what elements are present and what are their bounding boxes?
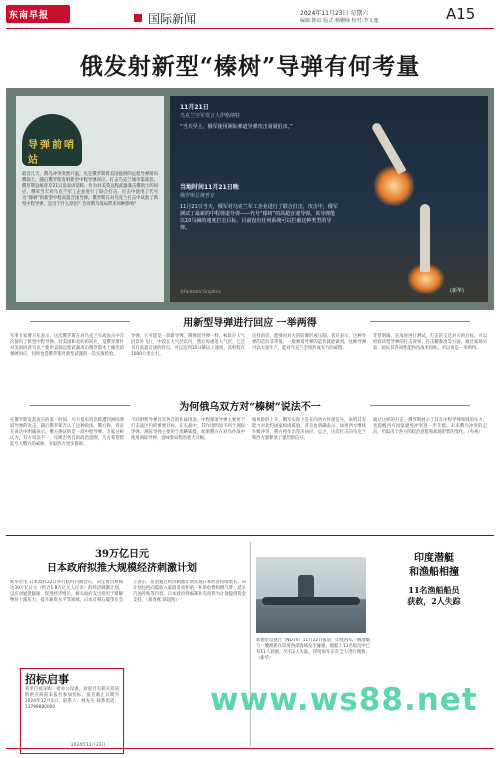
japan-headline-1: 39万亿日元 [95, 549, 149, 560]
main-headline: 俄发射新型“榛树”导弹有何考量 [79, 53, 421, 80]
watermark: www.ws88.net [210, 682, 478, 718]
caption-2-sub: 俄罗斯总统普京 [180, 193, 216, 199]
section1-col-3: 这样的话，能够对对方的防御形成压制。普京表示，这种导弹的造价非常低，一般弹道导弹的造价就能做到，这种导弹可以大量生产，能对乌克兰全境形成有力的威慑。 [252, 334, 366, 352]
caption-1-head: 11月21日 [180, 104, 209, 111]
submarine-photo [256, 557, 366, 633]
section1-col-1: 军事专家曹卫东表示，这次俄罗斯在对乌克兰实战攻击中首次使用了新型中程导弹。对美国和北约的回应，是俄罗斯针对美国同意乌克兰使用美制远程武器攻击俄罗斯本土做出的强硬回应，同时也是俄罗斯对新型武器的一次实战检验。 [10, 334, 124, 358]
header-rule [6, 28, 494, 29]
notice-date: 2024年11月23日 [71, 743, 106, 748]
missile-photo [170, 96, 488, 302]
section1-col-2: 导弹，它可能是一款新导弹。俄弹道导弹一样，初段在大气层以外飞行，中段在大气层以内，然后再重返大气层，它还具有高超音速的特点，可以达到10马赫以上速度，其射程在1000公里左右。 [131, 334, 245, 358]
section2-title: 为何俄乌双方对“榛树”说法不一 [179, 402, 321, 413]
section-marker [134, 14, 142, 22]
india-headline [376, 552, 492, 580]
paper-name: 东南早报 [9, 11, 50, 21]
photo-source: (新华) [450, 288, 464, 294]
footer-rule [6, 748, 494, 749]
notice-title: 招标启事 [25, 673, 69, 686]
paper-logo [6, 5, 70, 23]
section1-title: 用新型导弹进行回应 一举两得 [183, 318, 317, 329]
india-headline-2: 和渔船相撞 [409, 567, 459, 578]
missile-flame [374, 166, 414, 206]
missile-body [420, 204, 430, 272]
section2-col-2: 不同射程导弹具有各自的作战用途。中程弹道导弹主要用于打击战区内的重要目标，在实战中，其作用明显不同于洲际导弹。洲际导弹主要用于战略威慑，如果俄方在对乌作战中使用洲际导弹，意味着局势的重大升级。 [131, 418, 245, 442]
section2-col-4: 通过这样的打击，俄罗斯展示了其在中程导弹领域的实力，也提醒西方国家避免冲突进一步升级。未来俄乌冲突的走向，仍取决于各方的政治意愿和战场形势的变化。（央视） [373, 418, 487, 436]
india-body-1: 新德里电视台（NDTV）11月22日报道，印度海军一艘潜艇与一艘渔船在印度西部海域发生碰撞，渔船上13名船员中已有11人获救，另有2人失踪。印度海军正在全力进行搜救。（新华） [256, 638, 370, 662]
japan-headline [30, 548, 214, 576]
photo-credit: ©Fantastic Graphics [180, 289, 221, 294]
caption-2: 11月21日当天，俄军对乌克兰军工企业进行了联合打击，攻击中，俄军测试了最新的中程弹道导弹——代号“榛树”的高超音速导弹。该导弹能以10马赫的速度打击目标，目前没有任何系统可以拦截这种类型的导弹。 [180, 204, 338, 231]
issue-date: 2024年11月23日 星期六 [300, 10, 369, 17]
caption-2-head: 当地时间11月21日晚 [180, 184, 239, 191]
section2-col-1: 在俄罗斯发起攻击的第一时间，乌方发布消息称遭到洲际弹道导弹的攻击，随后俄罗斯否认了这种说法。俄方称，普京在讲话中明确表示，俄方测试的是一款中程导弹。专家分析认为，双方说法不一，反映出各自的政治意图，乌方希望借此夸大俄方的威胁，争取西方更多援助。 [10, 418, 124, 448]
page-number: A15 [446, 5, 476, 23]
india-subheadline [376, 585, 492, 607]
editor-credits: 编辑:陈谊 版式:杨栅绿 校对:李文逸 [300, 18, 379, 24]
column-badge [22, 114, 82, 166]
section1-col-4: 非常明确，在战时进行测试，打击的又是对方的目标，可以检验该型导弹的打击效果、打击精准度等方面，通过战场实验，验证其各项性能和技战术指标，可以说是一举两得。 [373, 334, 487, 352]
caption-1-sub: 乌克兰空军发言人伊格纳特 [180, 113, 241, 119]
india-sub-1: 11名渔船船员 [408, 585, 460, 595]
caption-1: “当天早上，俄军使用洲际弹道导弹攻击第聂伯市。” [180, 124, 293, 130]
page-header [0, 0, 500, 30]
india-headline-1: 印度潜艇 [414, 553, 454, 564]
section2-col-3: 核风险的上升，俄军实际上是在向西方传递信号，表明其有能力对北约国家构成威胁。普京也明确表示，如果西方继续升级冲突，俄方将作出坚决回应。总之，这次打击向乌克兰和西方都释放了强烈的信号。 [252, 418, 366, 442]
section-rule [6, 535, 494, 536]
intro-text: 最近几天，俄乌冲突突然升温，先是俄罗斯将美国提供的远程导弹射向俄领土，随后俄罗斯发射新型中程导弹回应，打击乌克兰城市第聂伯。俄罗斯总统普京21日发表讲话称，作为对美英远程武器袭击俄领土的回应，俄军当天对乌克兰军工企业进行了联合打击，打击中使用了代号为“榛树”的新型中程高超音速导弹。俄罗斯在对乌克兰打击中试验了新型中程导弹，是出于什么原因？会对俄乌战局带来何种影响？ [22, 172, 158, 208]
tender-notice [20, 668, 124, 754]
india-sub-2: 获救，2人失踪 [407, 596, 461, 606]
badge-label: 导弹前哨站 [28, 140, 76, 166]
section-title: 国际新闻 [148, 12, 197, 26]
japan-body: 新华社电 日本政府22日举行临时内阁会议，决定推出规模达39万亿日元（约合1.8万亿元人民币）的经济刺激计划，以应对通货膨胀、促进经济增长。相关政府支出将用于缓解物价上涨压力、提升薪资水平等领域。日本首相石破茂在会上表示，希望通过经济刺激计划实现日本经济持续增长。该计划包括向低收入家庭发放补贴、补助电费和燃气费、延长汽油补贴等内容。日本政府将编制补充预算为计划提供资金支持。（刘春燕 郭超凯） [10, 580, 246, 604]
japan-headline-2: 日本政府拟推大规模经济刺激计划 [47, 563, 197, 574]
notice-body: 我单位拟采购一批办公设备，欢迎具有相关资质的供应商前来报名参加投标。报名截止日期为2024年12月5日，联系人：林先生 联系电话：13799880000 [25, 687, 119, 711]
submarine-hull [262, 597, 360, 605]
